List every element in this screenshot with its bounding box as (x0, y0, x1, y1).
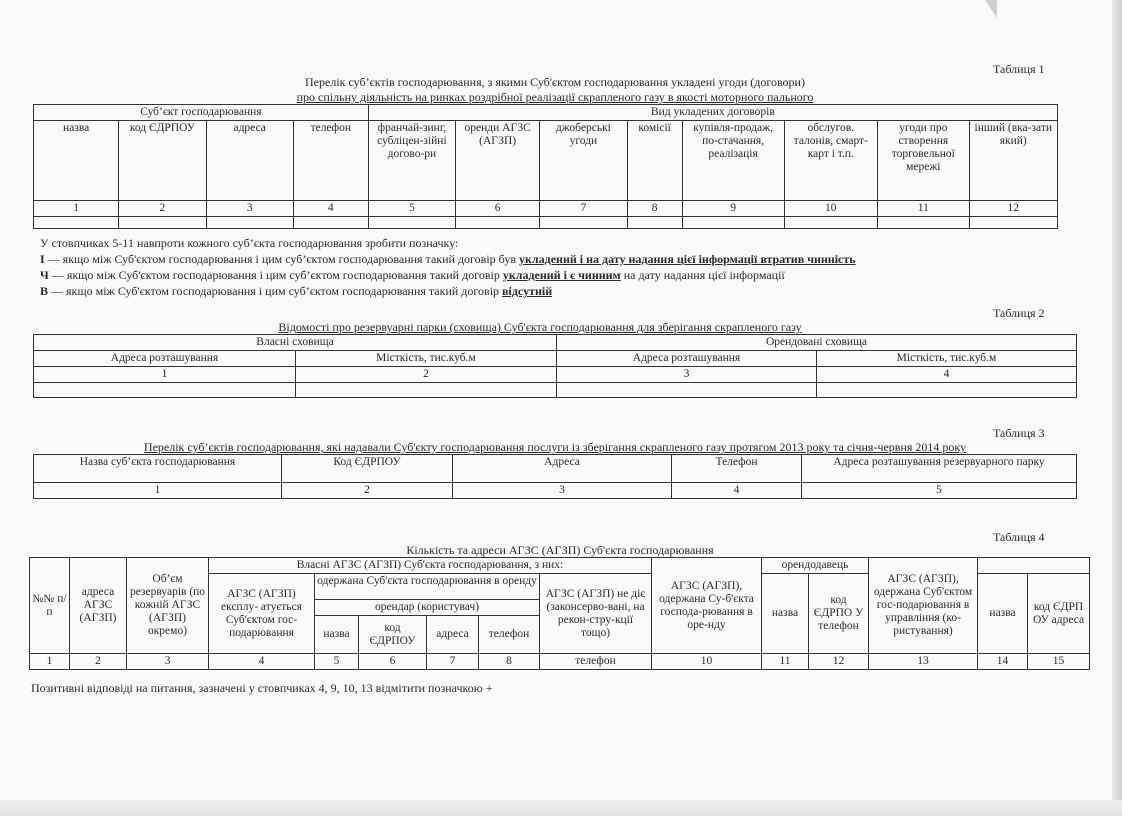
instruction-text: — якщо між Суб'єктом господарювання і цим суб’єктом господарювання такий договір (48, 284, 503, 298)
table4-lessor-col: код ЄДРПО У телефон (809, 574, 869, 654)
table4-group-leased-out: одержана Суб'єкта господарювання в оренду (315, 574, 540, 600)
table2-col-header: Місткість, тис.куб.м (817, 351, 1077, 367)
table4-lessee-col: телефон (479, 616, 540, 654)
table4-group-blank (978, 558, 1090, 574)
table1-col-number: 2 (119, 201, 206, 217)
table4-col-number: 7 (427, 654, 479, 670)
table2-col-number: 1 (34, 367, 296, 383)
instruction-key: Ч (40, 268, 49, 282)
table3-label: Таблиця 3 (993, 426, 1045, 440)
table1-col-number: 3 (206, 201, 293, 217)
instruction-item (40, 284, 552, 299)
table2 (33, 334, 1077, 398)
table4-col-number: 1 (30, 654, 70, 670)
table3-col-number: 4 (672, 483, 802, 499)
table3-col-header: Адреса (453, 455, 672, 483)
instructions-intro: У стовпчиках 5-11 навпроти кожного суб’єкта господарювання зробити позначку: (40, 236, 459, 250)
table1 (33, 104, 1058, 229)
table1-group-subject: Суб’єкт господарювання (34, 105, 369, 121)
table3-col-number: 2 (282, 483, 453, 499)
page-corner-fold (985, 0, 997, 18)
table1-col-header: обслугов. талонів, смарт-карт і т.п. (784, 121, 878, 201)
table1-col-header: купівля-продаж, по-стачання, реалізація (682, 121, 784, 201)
instruction-emphasis: укладений і на дату надання цієї інформації втратив чинність (519, 252, 856, 266)
table1-group-contract-types: Вид укладених договорів (368, 105, 1057, 121)
instruction-item (40, 252, 856, 267)
instruction-after: на дату надання цієї інформації (620, 268, 785, 282)
page-bottom-edge (0, 800, 1122, 816)
table1-col-header: франчай-зинг, субліцен-зійні догово-ри (368, 121, 455, 201)
instruction-key: І (40, 252, 45, 266)
table4-col-management: АГЗС (АГЗП), одержана Суб'єктом гос-подарювання в управління (ко-ристування) (869, 558, 978, 654)
table4-col-no: №№ п/п (30, 558, 70, 654)
table2-group-own: Власні сховища (34, 335, 557, 351)
table4-last-col: код ЄДРП ОУ адреса (1028, 574, 1090, 654)
table4-col-leased-in: АГЗС (АГЗП), одержана Су-б'єкта господа-рювання в оре-нду (652, 558, 762, 654)
table1-col-number: 9 (682, 201, 784, 217)
table4-group-own: Власні АГЗС (АГЗП) Суб'єкта господарювання, з них: (209, 558, 652, 574)
table4-lessee-col: адреса (427, 616, 479, 654)
instruction-key: В (40, 284, 49, 298)
instruction-item (40, 268, 785, 283)
table4-col-number: 13 (869, 654, 978, 670)
table1-col-header: назва (34, 121, 119, 201)
table1-col-number: 11 (878, 201, 969, 217)
instruction-emphasis: укладений і є чинним (502, 268, 621, 282)
table1-empty-row (34, 217, 1058, 229)
table1-col-number: 1 (34, 201, 119, 217)
table2-col-header: Адреса розташування (557, 351, 817, 367)
footnote: Позитивні відповіді на питання, зазначені у стовпчиках 4, 9, 10, 13 відмітити позначкою + (31, 681, 493, 695)
table3-caption: Перелік суб’єктів господарювання, які надавали Суб'єкту господарювання послуги із зберігання скрапленого газу протягом 2013 року та січня-червня 2014 року (143, 440, 967, 454)
table3-col-header: Назва суб’єкта господарювання (34, 455, 282, 483)
instruction-text: — якщо між Суб'єктом господарювання і цим суб’єктом господарювання такий договір (48, 268, 503, 282)
table4-col-number: 5 (315, 654, 359, 670)
instruction-emphasis: відсутній (502, 284, 553, 298)
table4-col-number: телефон (540, 654, 652, 670)
table4-col-number: 10 (652, 654, 762, 670)
table1-col-header: телефон (293, 121, 368, 201)
table3-col-header: Телефон (672, 455, 802, 483)
table4-col-number: 11 (762, 654, 809, 670)
table3-col-number: 5 (802, 483, 1077, 499)
table1-col-header: оренди АГЗС (АГЗП) (456, 121, 540, 201)
table1-col-header: код ЄДРПОУ (119, 121, 206, 201)
page-edge (1112, 0, 1122, 816)
instruction-text: — якщо між Суб'єктом господарювання і цим суб’єктом господарювання такий договір був (44, 252, 519, 266)
table3 (33, 454, 1077, 499)
table1-col-number: 12 (969, 201, 1057, 217)
table2-col-number: 2 (296, 367, 557, 383)
table4-col-address: адреса АГЗС (АГЗП) (70, 558, 127, 654)
table3-col-header: Адреса розташування резервуарного парку (802, 455, 1077, 483)
table3-col-number: 1 (34, 483, 282, 499)
table2-col-number: 4 (817, 367, 1077, 383)
table2-caption: Відомості про резервуарні парки (сховища) Суб'єкта господарювання для зберігання скрапленого газу (278, 320, 802, 334)
table4-lessee-col: код ЄДРПОУ (359, 616, 427, 654)
table4-group-lessee: орендар (користувач) (315, 600, 540, 616)
table1-col-number: 8 (627, 201, 682, 217)
table4-lessor-col: назва (762, 574, 809, 654)
table1-caption-line1: Перелік суб’єктів господарювання, з якими Суб'єктом господарювання укладені угоди (договори) (305, 75, 805, 89)
table4-col-number: 12 (809, 654, 869, 670)
table4-col-number: 15 (1028, 654, 1090, 670)
table3-col-number: 3 (453, 483, 672, 499)
table4-caption: Кількість та адреси АГЗС (АГЗП) Суб'єкта господарювання (406, 543, 714, 557)
table4-lessee-col: назва (315, 616, 359, 654)
table1-col-header: угоди про створення торговельної мережі (878, 121, 969, 201)
table4-col-number: 6 (359, 654, 427, 670)
table2-col-number: 3 (557, 367, 817, 383)
table1-col-header: комісії (627, 121, 682, 201)
table2-group-leased: Орендовані сховища (557, 335, 1077, 351)
table1-col-number: 5 (368, 201, 455, 217)
table4-col-volume: Об’єм резервуарів (по кожній АГЗС (АГЗП) окремо) (127, 558, 209, 654)
table1-caption-line2: про спільну діяльність на ринках роздрібної реалізації скрапленого газу в якості моторного пального (296, 90, 814, 104)
table1-col-number: 7 (540, 201, 627, 217)
table4-col-number: 2 (70, 654, 127, 670)
table4-col-number: 8 (479, 654, 540, 670)
table2-label: Таблиця 2 (993, 306, 1045, 320)
table1-col-number: 4 (293, 201, 368, 217)
table2-col-header: Адреса розташування (34, 351, 296, 367)
table4-col-number: 4 (209, 654, 315, 670)
table1-col-header: джоберські угоди (540, 121, 627, 201)
table4 (29, 557, 1090, 670)
table1-col-header: інший (вка-зати який) (969, 121, 1057, 201)
table2-col-header: Місткість, тис.куб.м (296, 351, 557, 367)
table4-col-exploited: АГЗС (АГЗП) експлу- атується Суб'єктом гос-подарювання (209, 574, 315, 654)
table2-empty-row (34, 383, 1077, 398)
table4-label: Таблиця 4 (993, 530, 1045, 544)
table3-col-header: Код ЄДРПОУ (282, 455, 453, 483)
table4-group-lessor: орендодавець (762, 558, 869, 574)
table1-col-number: 6 (456, 201, 540, 217)
table1-label: Таблиця 1 (993, 62, 1045, 76)
table4-col-inactive: АГЗС (АГЗП) не діє (законсерво-вані, на рекон-стру-кції тощо) (540, 574, 652, 654)
table1-col-number: 10 (784, 201, 878, 217)
table4-col-number: 3 (127, 654, 209, 670)
table1-col-header: адреса (206, 121, 293, 201)
table4-last-col: назва (978, 574, 1028, 654)
table4-col-number: 14 (978, 654, 1028, 670)
